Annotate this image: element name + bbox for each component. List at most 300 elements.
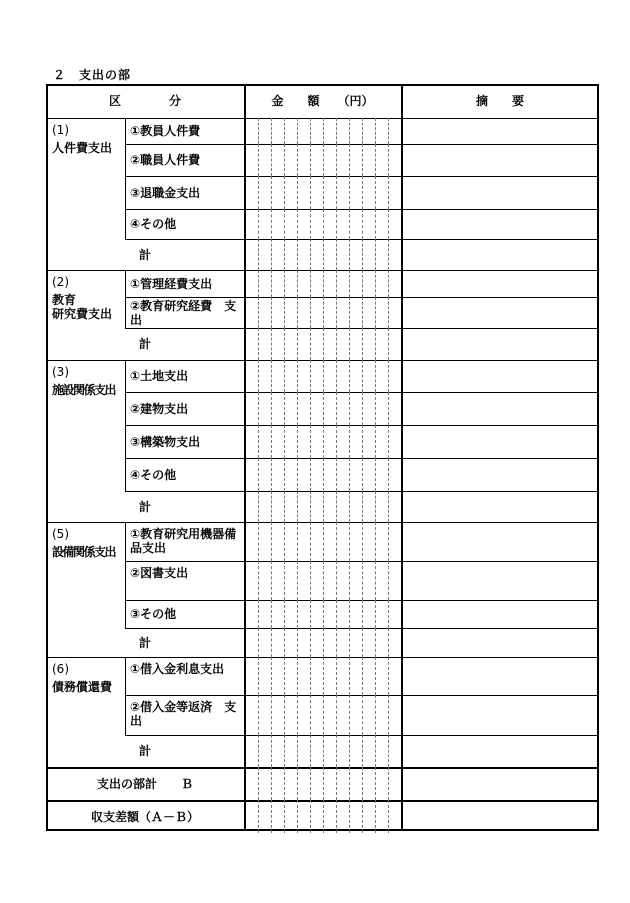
digit-divider xyxy=(310,657,311,695)
header-kubun: 区 分 xyxy=(108,94,181,108)
digit-divider xyxy=(310,270,311,297)
digit-divider xyxy=(297,735,298,767)
digit-divider xyxy=(375,767,376,800)
group-number: (6) xyxy=(52,662,69,676)
digit-divider xyxy=(362,491,363,522)
item-label: ②職員人件費 xyxy=(130,153,201,167)
digit-divider xyxy=(284,297,285,328)
digit-divider xyxy=(271,458,272,491)
digit-divider xyxy=(323,270,324,297)
group-label-block xyxy=(52,527,123,559)
digit-divider xyxy=(297,144,298,176)
digit-divider xyxy=(284,118,285,144)
digit-divider xyxy=(323,522,324,561)
digit-divider xyxy=(297,458,298,491)
digit-divider xyxy=(362,561,363,600)
item-label: ①管理経費支出 xyxy=(130,276,213,291)
digit-divider xyxy=(258,767,259,800)
group-number: (5) xyxy=(52,527,69,541)
digit-divider xyxy=(323,491,324,522)
digit-divider xyxy=(310,360,311,392)
digit-divider xyxy=(349,176,350,209)
digit-divider xyxy=(297,628,298,657)
digit-divider xyxy=(336,800,337,833)
digit-divider xyxy=(297,657,298,695)
digit-divider xyxy=(310,297,311,328)
digit-divider xyxy=(323,628,324,657)
header-tekiyo: 摘 要 xyxy=(475,94,524,108)
digit-divider xyxy=(310,800,311,833)
digit-divider xyxy=(323,328,324,360)
amount-digit-grid xyxy=(244,600,401,628)
digit-divider xyxy=(310,144,311,176)
digit-divider xyxy=(336,328,337,360)
digit-divider xyxy=(310,118,311,144)
group-number: (3) xyxy=(52,365,69,379)
digit-divider xyxy=(336,392,337,425)
digit-divider xyxy=(271,118,272,144)
amount-digit-grid xyxy=(244,118,401,144)
digit-divider xyxy=(284,695,285,735)
balance-label: 収支差額（Ａ－Ｂ） xyxy=(90,809,199,824)
digit-divider xyxy=(258,695,259,735)
digit-divider xyxy=(349,628,350,657)
digit-divider xyxy=(297,270,298,297)
digit-divider xyxy=(284,735,285,767)
digit-divider xyxy=(362,657,363,695)
item-label: ④その他 xyxy=(130,217,177,231)
digit-divider xyxy=(336,144,337,176)
digit-divider xyxy=(375,360,376,392)
digit-divider xyxy=(271,600,272,628)
digit-divider xyxy=(388,144,389,176)
digit-divider xyxy=(375,270,376,297)
digit-divider xyxy=(336,767,337,800)
digit-divider xyxy=(297,209,298,239)
digit-divider xyxy=(375,695,376,735)
digit-divider xyxy=(271,800,272,833)
digit-divider xyxy=(388,270,389,297)
digit-divider xyxy=(284,767,285,800)
digit-divider xyxy=(336,297,337,328)
digit-divider xyxy=(310,628,311,657)
amount-digit-grid xyxy=(244,297,401,328)
digit-divider xyxy=(323,360,324,392)
digit-divider xyxy=(388,328,389,360)
digit-divider xyxy=(258,458,259,491)
digit-divider xyxy=(349,360,350,392)
digit-divider xyxy=(336,360,337,392)
digit-divider xyxy=(349,392,350,425)
digit-divider xyxy=(349,767,350,800)
digit-divider xyxy=(323,800,324,833)
digit-divider xyxy=(284,600,285,628)
header-kingaku: 金 額 （円） xyxy=(271,94,374,108)
digit-divider xyxy=(375,561,376,600)
item-label: ③退職金支出 xyxy=(130,185,201,200)
digit-divider xyxy=(323,600,324,628)
digit-divider xyxy=(323,458,324,491)
digit-divider xyxy=(388,767,389,800)
digit-divider xyxy=(362,425,363,458)
group-label-block xyxy=(52,123,123,155)
digit-divider xyxy=(323,657,324,695)
digit-divider xyxy=(362,176,363,209)
digit-divider xyxy=(336,628,337,657)
digit-divider xyxy=(284,425,285,458)
digit-divider xyxy=(284,239,285,270)
digit-divider xyxy=(284,628,285,657)
amount-digit-grid xyxy=(244,800,401,833)
digit-divider xyxy=(297,800,298,833)
digit-divider xyxy=(284,561,285,600)
digit-divider xyxy=(258,628,259,657)
amount-digit-grid xyxy=(244,176,401,209)
digit-divider xyxy=(362,458,363,491)
item-label: ②借入金等返済 支出 xyxy=(130,700,237,728)
digit-divider xyxy=(297,118,298,144)
section-title: ２ 支出の部 xyxy=(53,68,132,82)
digit-divider xyxy=(375,735,376,767)
group-total-label: 計 xyxy=(138,337,151,351)
digit-divider xyxy=(375,176,376,209)
digit-divider xyxy=(375,628,376,657)
item-label: ①土地支出 xyxy=(130,369,189,383)
amount-digit-grid xyxy=(244,392,401,425)
digit-divider xyxy=(388,209,389,239)
digit-divider xyxy=(362,767,363,800)
digit-divider xyxy=(349,522,350,561)
item-label: ②図書支出 xyxy=(130,566,189,580)
digit-divider xyxy=(258,600,259,628)
digit-divider xyxy=(271,657,272,695)
subtotal-label: 支出の部計 Ｂ xyxy=(96,776,193,791)
digit-divider xyxy=(258,270,259,297)
amount-digit-grid xyxy=(244,239,401,270)
digit-divider xyxy=(258,360,259,392)
group-number: (2) xyxy=(52,275,69,289)
expenditure-table xyxy=(46,84,599,831)
amount-digit-grid xyxy=(244,209,401,239)
digit-divider xyxy=(284,522,285,561)
digit-divider xyxy=(258,392,259,425)
digit-divider xyxy=(362,392,363,425)
digit-divider xyxy=(375,297,376,328)
item-label: ①教員人件費 xyxy=(130,124,201,138)
digit-divider xyxy=(349,118,350,144)
amount-digit-grid xyxy=(244,522,401,561)
digit-divider xyxy=(271,695,272,735)
digit-divider xyxy=(375,491,376,522)
digit-divider xyxy=(271,491,272,522)
amount-digit-grid xyxy=(244,491,401,522)
digit-divider xyxy=(362,328,363,360)
digit-divider xyxy=(297,360,298,392)
digit-divider xyxy=(284,360,285,392)
group-total-label: 計 xyxy=(138,635,151,650)
digit-divider xyxy=(362,209,363,239)
digit-divider xyxy=(284,392,285,425)
digit-divider xyxy=(388,695,389,735)
digit-divider xyxy=(349,800,350,833)
digit-divider xyxy=(388,360,389,392)
group-label-block xyxy=(52,365,123,397)
digit-divider xyxy=(362,144,363,176)
digit-divider xyxy=(336,118,337,144)
digit-divider xyxy=(349,600,350,628)
digit-divider xyxy=(349,270,350,297)
digit-divider xyxy=(310,392,311,425)
digit-divider xyxy=(297,425,298,458)
digit-divider xyxy=(362,522,363,561)
digit-divider xyxy=(375,522,376,561)
amount-digit-grid xyxy=(244,458,401,491)
amount-digit-grid xyxy=(244,328,401,360)
digit-divider xyxy=(271,425,272,458)
digit-divider xyxy=(297,561,298,600)
digit-divider xyxy=(310,600,311,628)
digit-divider xyxy=(388,800,389,833)
digit-divider xyxy=(297,522,298,561)
digit-divider xyxy=(388,628,389,657)
digit-divider xyxy=(336,600,337,628)
label-divider xyxy=(125,118,126,239)
group-name: 設備関係支出 xyxy=(52,545,116,559)
digit-divider xyxy=(310,458,311,491)
amount-digit-grid xyxy=(244,270,401,297)
digit-divider xyxy=(375,209,376,239)
digit-divider xyxy=(258,800,259,833)
digit-divider xyxy=(297,176,298,209)
digit-divider xyxy=(388,392,389,425)
digit-divider xyxy=(388,561,389,600)
digit-divider xyxy=(323,735,324,767)
amount-digit-grid xyxy=(244,144,401,176)
group-name: 人件費支出 xyxy=(52,141,113,155)
digit-divider xyxy=(284,458,285,491)
digit-divider xyxy=(310,176,311,209)
digit-divider xyxy=(336,695,337,735)
digit-divider xyxy=(310,425,311,458)
digit-divider xyxy=(271,270,272,297)
digit-divider xyxy=(336,491,337,522)
digit-divider xyxy=(258,118,259,144)
digit-divider xyxy=(375,458,376,491)
digit-divider xyxy=(388,176,389,209)
tekiyo-column-left-border xyxy=(401,84,403,831)
digit-divider xyxy=(336,561,337,600)
label-divider xyxy=(125,522,126,628)
digit-divider xyxy=(349,328,350,360)
digit-divider xyxy=(388,458,389,491)
digit-divider xyxy=(388,425,389,458)
digit-divider xyxy=(258,522,259,561)
digit-divider xyxy=(362,628,363,657)
group-label-block xyxy=(52,662,123,694)
digit-divider xyxy=(362,239,363,270)
item-label: ④その他 xyxy=(130,467,177,482)
digit-divider xyxy=(375,425,376,458)
digit-divider xyxy=(271,144,272,176)
digit-divider xyxy=(362,270,363,297)
group-label-block xyxy=(52,275,123,321)
digit-divider xyxy=(388,522,389,561)
item-label: ②建物支出 xyxy=(130,401,189,416)
digit-divider xyxy=(388,600,389,628)
digit-divider xyxy=(336,425,337,458)
digit-divider xyxy=(310,328,311,360)
digit-divider xyxy=(349,695,350,735)
label-divider xyxy=(125,270,126,328)
digit-divider xyxy=(349,425,350,458)
digit-divider xyxy=(362,735,363,767)
digit-divider xyxy=(258,209,259,239)
digit-divider xyxy=(284,328,285,360)
digit-divider xyxy=(362,360,363,392)
digit-divider xyxy=(297,767,298,800)
digit-divider xyxy=(336,176,337,209)
digit-divider xyxy=(271,392,272,425)
digit-divider xyxy=(323,561,324,600)
item-label: ①教育研究用機器備品支出 xyxy=(130,527,237,555)
digit-divider xyxy=(323,239,324,270)
digit-divider xyxy=(323,297,324,328)
digit-divider xyxy=(258,176,259,209)
item-label: ③その他 xyxy=(130,607,177,621)
digit-divider xyxy=(284,144,285,176)
digit-divider xyxy=(297,328,298,360)
item-label: ③構築物支出 xyxy=(130,434,201,449)
digit-divider xyxy=(388,297,389,328)
digit-divider xyxy=(271,561,272,600)
digit-divider xyxy=(297,600,298,628)
digit-divider xyxy=(297,239,298,270)
digit-divider xyxy=(271,735,272,767)
digit-divider xyxy=(258,561,259,600)
digit-divider xyxy=(323,695,324,735)
amount-digit-grid xyxy=(244,360,401,392)
digit-divider xyxy=(336,657,337,695)
group-number: (1) xyxy=(52,123,69,137)
group-name: 教育 研究費支出 xyxy=(52,293,113,321)
digit-divider xyxy=(375,328,376,360)
digit-divider xyxy=(258,657,259,695)
group-name: 債務償還費 xyxy=(52,680,113,694)
amount-digit-grid xyxy=(244,735,401,767)
digit-divider xyxy=(258,297,259,328)
digit-divider xyxy=(297,392,298,425)
amount-digit-grid xyxy=(244,657,401,695)
digit-divider xyxy=(375,118,376,144)
digit-divider xyxy=(284,209,285,239)
digit-divider xyxy=(284,800,285,833)
digit-divider xyxy=(375,800,376,833)
digit-divider xyxy=(349,239,350,270)
group-total-label: 計 xyxy=(138,247,151,262)
digit-divider xyxy=(349,657,350,695)
digit-divider xyxy=(284,176,285,209)
digit-divider xyxy=(258,491,259,522)
digit-divider xyxy=(258,735,259,767)
digit-divider xyxy=(258,425,259,458)
item-label: ①借入金利息支出 xyxy=(130,662,225,676)
digit-divider xyxy=(310,695,311,735)
digit-divider xyxy=(323,209,324,239)
digit-divider xyxy=(271,209,272,239)
amount-digit-grid xyxy=(244,425,401,458)
group-name: 施設関係支出 xyxy=(52,383,116,397)
label-divider xyxy=(125,657,126,735)
amount-column-left-border xyxy=(244,84,246,831)
digit-divider xyxy=(271,767,272,800)
digit-divider xyxy=(388,239,389,270)
digit-divider xyxy=(323,425,324,458)
digit-divider xyxy=(310,735,311,767)
item-label: ②教育研究経費 支出 xyxy=(130,298,237,327)
digit-divider xyxy=(323,767,324,800)
digit-divider xyxy=(336,239,337,270)
label-divider xyxy=(125,360,126,491)
digit-divider xyxy=(284,270,285,297)
amount-digit-grid xyxy=(244,695,401,735)
digit-divider xyxy=(362,118,363,144)
digit-divider xyxy=(336,270,337,297)
digit-divider xyxy=(323,392,324,425)
digit-divider xyxy=(375,392,376,425)
digit-divider xyxy=(388,491,389,522)
amount-digit-grid xyxy=(244,628,401,657)
digit-divider xyxy=(336,735,337,767)
digit-divider xyxy=(297,491,298,522)
digit-divider xyxy=(284,657,285,695)
group-total-label: 計 xyxy=(138,744,151,758)
digit-divider xyxy=(297,695,298,735)
group-total-label: 計 xyxy=(138,499,151,514)
table-border-left xyxy=(46,84,48,831)
digit-divider xyxy=(323,176,324,209)
digit-divider xyxy=(336,522,337,561)
digit-divider xyxy=(349,297,350,328)
digit-divider xyxy=(258,144,259,176)
digit-divider xyxy=(271,628,272,657)
digit-divider xyxy=(375,239,376,270)
digit-divider xyxy=(362,800,363,833)
digit-divider xyxy=(336,458,337,491)
digit-divider xyxy=(310,561,311,600)
digit-divider xyxy=(362,297,363,328)
digit-divider xyxy=(271,328,272,360)
digit-divider xyxy=(310,239,311,270)
digit-divider xyxy=(375,657,376,695)
digit-divider xyxy=(310,522,311,561)
digit-divider xyxy=(310,767,311,800)
digit-divider xyxy=(349,561,350,600)
digit-divider xyxy=(271,239,272,270)
digit-divider xyxy=(297,297,298,328)
digit-divider xyxy=(349,209,350,239)
digit-divider xyxy=(323,118,324,144)
digit-divider xyxy=(388,657,389,695)
digit-divider xyxy=(310,491,311,522)
digit-divider xyxy=(310,209,311,239)
amount-digit-grid xyxy=(244,767,401,800)
digit-divider xyxy=(258,328,259,360)
digit-divider xyxy=(271,176,272,209)
digit-divider xyxy=(271,297,272,328)
digit-divider xyxy=(349,144,350,176)
digit-divider xyxy=(349,458,350,491)
digit-divider xyxy=(284,491,285,522)
